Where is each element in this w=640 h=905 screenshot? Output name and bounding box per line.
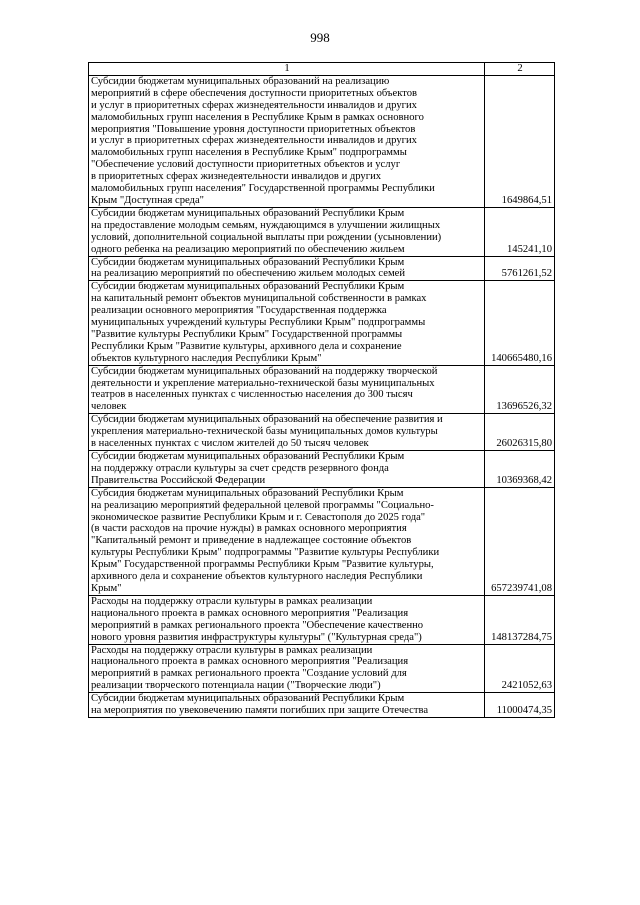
table-row [89, 256, 555, 281]
column-header-1: 1 [89, 63, 485, 76]
row-amount: 10369368,42 [485, 451, 555, 488]
description-line: культуры Республики Крым" подпрограммы "Развитие культуры Республики [91, 547, 440, 559]
description-line: Расходы на поддержку отрасли культуры в рамках реализации [91, 595, 373, 607]
row-description [89, 75, 485, 207]
row-description [89, 256, 485, 281]
description-line: архивного дела и сохранение объектов культурного наследия Республики [91, 571, 423, 583]
row-amount: 26026315,80 [485, 414, 555, 451]
description-line: национального проекта в рамках основного мероприятия "Реализация [91, 607, 409, 619]
table-row [89, 595, 555, 644]
description-line: Расходы на поддержку отрасли культуры в рамках реализации [91, 644, 373, 656]
description-line: мероприятия "Повышение уровня доступности приоритетных объектов [91, 123, 416, 135]
table-row [89, 281, 555, 365]
row-amount: 140665480,16 [485, 281, 555, 365]
table-header-row [89, 63, 555, 76]
row-description [89, 414, 485, 451]
description-line: Крым" [91, 582, 122, 594]
description-line: на реализацию мероприятий федеральной целевой программы "Социально- [91, 499, 434, 511]
description-line: мероприятий в сфере обеспечения доступности приоритетных объектов [91, 87, 418, 99]
description-line: экономическое развитие Республики Крым и г. Севастополя до 2025 года" [91, 511, 426, 523]
description-line: Субсидии бюджетам муниципальных образований на поддержку творческой [91, 365, 438, 377]
description-line: мероприятий в рамках регионального проекта "Создание условий для [91, 668, 407, 680]
description-line: театров в населенных пунктах с численностью населения до 300 тысяч [91, 389, 413, 401]
row-amount: 11000474,35 [485, 693, 555, 718]
table-row [89, 487, 555, 595]
description-line: укрепления материально-технической базы муниципальных домов культуры [91, 426, 438, 438]
description-line: Правительства Российской Федерации [91, 474, 266, 486]
description-line: на капитальный ремонт объектов муниципальной собственности в рамках [91, 293, 427, 305]
description-line: человек [91, 401, 127, 413]
description-line: национального проекта в рамках основного мероприятия "Реализация [91, 656, 409, 668]
column-header-2: 2 [485, 63, 555, 76]
description-line: Субсидии бюджетам муниципальных образований на обеспечение развития и [91, 414, 443, 426]
row-description [89, 693, 485, 718]
page-number: 998 [310, 30, 330, 45]
row-description [89, 487, 485, 595]
description-line: Республики Крым "Развитие культуры, архивного дела и сохранение [91, 340, 402, 352]
row-description [89, 644, 485, 693]
description-line: реализации основного мероприятия "Государственная поддержка [91, 305, 387, 317]
budget-table [88, 62, 555, 718]
description-line: "Развитие культуры Республики Крым" Государственной программы [91, 328, 403, 340]
row-amount: 1649864,51 [485, 75, 555, 207]
description-line: нового уровня развития инфраструктуры культуры" ("Культурная среда") [91, 631, 422, 643]
row-description [89, 281, 485, 365]
table-row [89, 365, 555, 414]
description-line: Субсидии бюджетам муниципальных образований Республики Крым [91, 693, 405, 705]
table-row [89, 451, 555, 488]
table-row [89, 693, 555, 718]
description-line: и услуг в приоритетных сферах жизнедеятельности инвалидов и других [91, 99, 417, 111]
row-amount: 13696526,32 [485, 365, 555, 414]
table-row [89, 207, 555, 256]
row-description [89, 595, 485, 644]
description-line: маломобильных групп населения" Государственной программы Республики [91, 183, 435, 195]
description-line: на поддержку отрасли культуры за счет средств резервного фонда [91, 462, 389, 474]
description-line: одного ребенка на реализацию мероприятий по обеспечению жильем [91, 243, 405, 255]
description-line: на реализацию мероприятий по обеспечению жильем молодых семей [91, 268, 406, 280]
description-line: муниципальных учреждений культуры Республики Крым" подпрограммы [91, 317, 426, 329]
row-description [89, 451, 485, 488]
description-line: "Обеспечение условий доступности приоритетных объектов и услуг [91, 159, 401, 171]
table-row [89, 644, 555, 693]
description-line: (в части расходов на прочие нужды) в рамках основного мероприятия [91, 523, 407, 535]
description-line: Субсидии бюджетам муниципальных образований Республики Крым [91, 256, 405, 268]
description-line: объектов культурного наследия Республики Крым" [91, 352, 322, 364]
description-line: "Капитальный ремонт и приведение в надлежащее состояние объектов [91, 535, 412, 547]
row-description [89, 365, 485, 414]
row-amount: 657239741,08 [485, 487, 555, 595]
row-amount: 145241,10 [485, 207, 555, 256]
description-line: Крым "Доступная среда" [91, 194, 204, 206]
description-line: деятельности и укрепление материально-технической базы муниципальных [91, 377, 435, 389]
description-line: маломобильных групп населения в Республике Крым в рамках основного [91, 111, 424, 123]
description-line: Крым" Государственной программы Республики Крым "Развитие культуры, [91, 559, 434, 571]
description-line: маломобильных групп населения в Республике Крым" подпрограммы [91, 147, 407, 159]
row-amount: 5761261,52 [485, 256, 555, 281]
table-row [89, 414, 555, 451]
description-line: условий, дополнительной социальной выплаты при рождении (усыновлении) [91, 231, 442, 243]
description-line: на предоставление молодым семьям, нуждающимся в улучшении жилищных [91, 219, 441, 231]
description-line: и услуг в приоритетных сферах жизнедеятельности инвалидов и других [91, 135, 417, 147]
description-line: на мероприятия по увековечению памяти погибших при защите Отечества [91, 705, 429, 717]
row-amount: 148137284,75 [485, 595, 555, 644]
description-line: Субсидии бюджетам муниципальных образований Республики Крым [91, 451, 405, 462]
description-line: в приоритетных сферах жизнедеятельности инвалидов и других [91, 171, 382, 183]
table-row [89, 75, 555, 207]
row-description [89, 207, 485, 256]
row-amount: 2421052,63 [485, 644, 555, 693]
description-line: в населенных пунктах с числом жителей до 50 тысяч человек [91, 438, 369, 450]
description-line: Субсидии бюджетам муниципальных образований Республики Крым [91, 281, 405, 293]
description-line: Субсидии бюджетам муниципальных образований Республики Крым [91, 207, 405, 219]
description-line: мероприятий в рамках регионального проекта "Обеспечение качественно [91, 619, 424, 631]
description-line: реализации творческого потенциала нации ("Творческие люди") [91, 680, 381, 692]
description-line: Субсидия бюджетам муниципальных образований Республики Крым [91, 487, 404, 499]
description-line: Субсидии бюджетам муниципальных образований на реализацию [91, 75, 390, 87]
